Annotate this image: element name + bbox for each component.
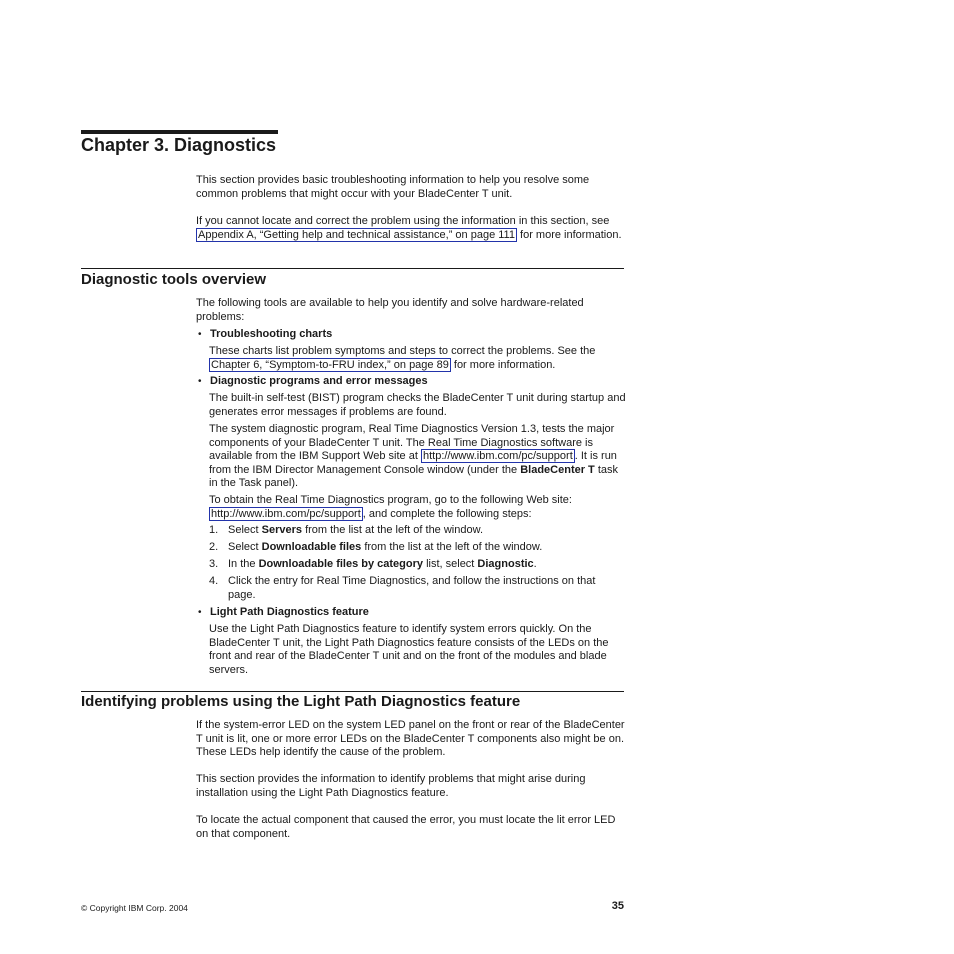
ibm-support-link-2[interactable]: http://www.ibm.com/pc/support [211, 507, 361, 520]
bullet-label-charts: Troubleshooting charts [210, 328, 333, 340]
tools-lead: The following tools are available to help you identify and solve hardware-related problems: [196, 297, 584, 323]
step-3: In the Downloadable files by category list, select Diagnostic. [228, 558, 537, 570]
page-number: 35 [611, 900, 624, 912]
chapter-6-link[interactable]: Chapter 6, “Symptom-to-FRU index,” on page 89 [211, 358, 449, 371]
intro-paragraph-1: This section provides basic troubleshooting information to help you resolve some common problems that might occur with your BladeCenter T unit. [196, 174, 590, 200]
charts-text: These charts list problem symptoms and steps to correct the problems. See the Chapter 6, “Symptom-to-FRU index,” on page 89 for more information. [209, 345, 596, 371]
bullet-marker: • [198, 329, 202, 340]
bullet-marker: • [198, 376, 202, 387]
chapter-title: Chapter 3. Diagnostics [81, 135, 277, 155]
section-rule-identify [81, 691, 624, 692]
obtain-text: To obtain the Real Time Diagnostics program, go to the following Web site: http://www.ibm.com/pc/support , and complete the following steps: [209, 494, 572, 520]
identify-paragraph-3: To locate the actual component that caused the error, you must locate the lit error LED on that component. [196, 814, 616, 840]
lightpath-text: Use the Light Path Diagnostics feature to identify system errors quickly. On the BladeCenter T unit, the Light Path Diagnostics feature consists of the LEDs on the front and rear of the BladeCenter T unit and on the front of the modules and blade servers. [209, 623, 609, 676]
identify-paragraph-2: This section provides the information to identify problems that might arise during installation using the Light Path Diagnostics feature. [196, 773, 586, 799]
chapter-rule [81, 130, 278, 134]
footer-copyright: © Copyright IBM Corp. 2004 [81, 903, 188, 913]
rtd-text: The system diagnostic program, Real Time Diagnostics Version 1.3, tests the major components of your BladeCenter T unit. The Real Time Diagnostics software is available from the IBM Support Web site at http://www.ibm.com/pc/support . It is run from the IBM Director Management Console window (under the BladeCenter T task in the Task panel). [209, 423, 619, 490]
step-number: 3. [209, 558, 219, 570]
bullet-label-programs: Diagnostic programs and error messages [210, 375, 428, 387]
step-number: 2. [209, 541, 219, 553]
step-1: Select Servers from the list at the left of the window. [228, 524, 483, 536]
section-rule-tools [81, 268, 624, 269]
section-heading-tools: Diagnostic tools overview [81, 271, 267, 288]
appendix-a-link[interactable]: Appendix A, “Getting help and technical assistance,” on page 111 [198, 228, 515, 241]
ibm-support-link[interactable]: http://www.ibm.com/pc/support [422, 450, 573, 463]
step-number: 4. [209, 575, 219, 587]
section-heading-identify: Identifying problems using the Light Path Diagnostics feature [81, 693, 521, 710]
bist-text: The built-in self-test (BIST) program checks the BladeCenter T unit during startup and generates error messages if problems are found. [209, 392, 626, 418]
step-number: 1. [209, 524, 219, 536]
bullet-marker: • [198, 607, 202, 618]
identify-paragraph-1: If the system-error LED on the system LED panel on the front or rear of the BladeCenter T unit is lit, one or more error LEDs on the BladeCenter T components also might be on. These LEDs help identify the cause of the problem. [196, 719, 625, 759]
intro-paragraph-2: If you cannot locate and correct the problem using the information in this section, see Appendix A, “Getting help and technical assistance,” on page 111 for more information. [196, 215, 622, 241]
step-4: Click the entry for Real Time Diagnostics, and follow the instructions on that page. [228, 575, 596, 601]
step-2: Select Downloadable files from the list at the left of the window. [228, 541, 543, 553]
bullet-label-lightpath: Light Path Diagnostics feature [210, 606, 369, 618]
